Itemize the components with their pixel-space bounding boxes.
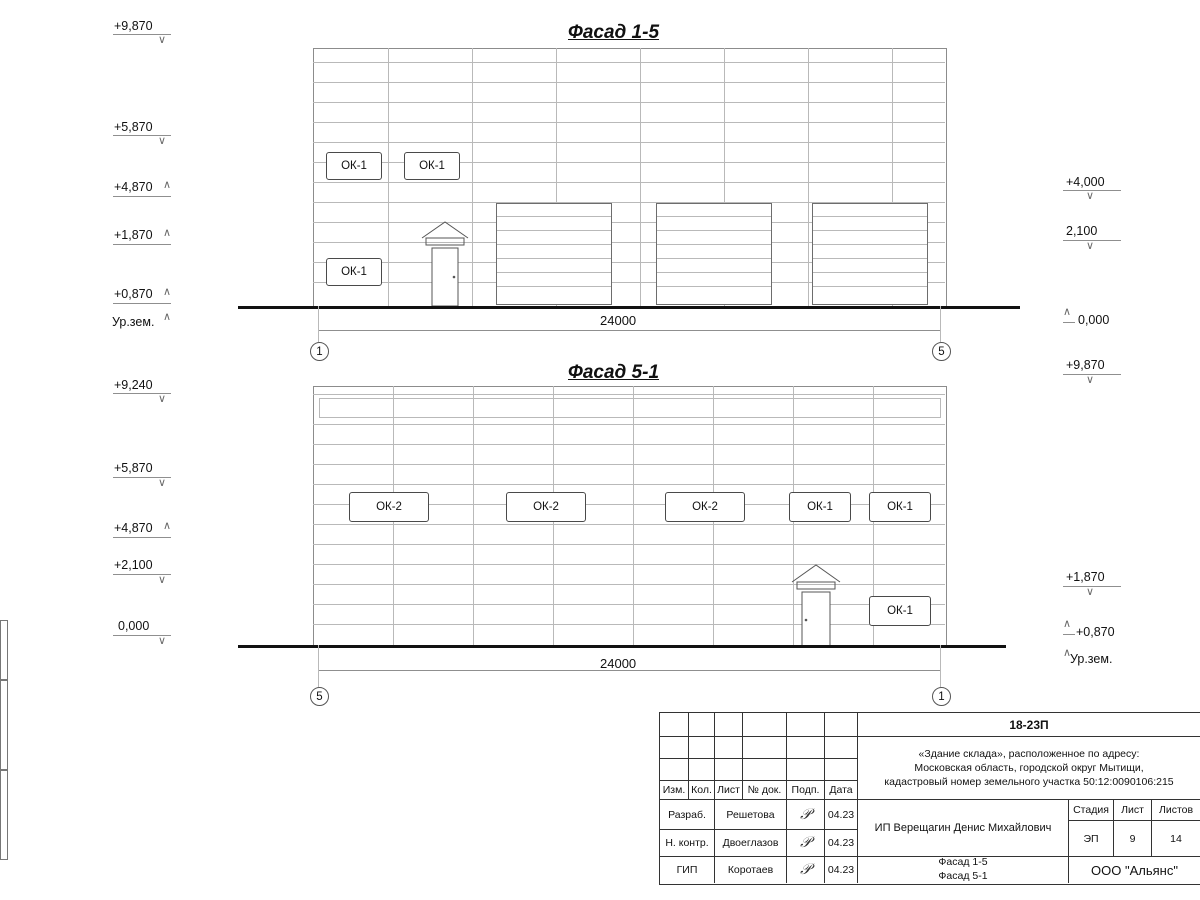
rev-cell [689,713,715,737]
rev-cell [715,713,743,737]
ground-line-top [238,306,1020,309]
level-bottom-right-3: +0,870 [1076,625,1115,639]
rev-cell [787,713,825,737]
object-line-3: кадастровый номер земельного участка 50:12:0090106:215 [884,776,1174,789]
level-bottom-left-3: +4,870 [114,521,153,535]
rev-header-izm: Изм. [660,781,689,800]
project-code: 18-23П [858,713,1200,737]
sheet-value: 9 [1114,821,1152,857]
axis-marker-bottom-left: 5 [310,687,329,706]
level-top-left-3: +4,870 [114,180,153,194]
window-top-1: ОК-1 [326,152,382,180]
window-bottom-2: ОК-2 [506,492,586,522]
window-top-3: ОК-1 [326,258,382,286]
facade-bottom-title: Фасад 5-1 [568,362,660,383]
rev-cell [743,759,787,781]
name-nkontr: Двоеглазов [715,830,787,857]
gate-2 [656,203,772,305]
rev-cell [743,713,787,737]
level-top-left-6: Ур.зем. [112,315,155,329]
window-top-2: ОК-1 [404,152,460,180]
level-bottom-left-4: +2,100 [114,558,153,572]
entrance-canopy-top [418,220,472,306]
level-bottom-left-2: +5,870 [114,461,153,475]
sheet-frame-left [0,620,8,900]
rev-header-podp: Подп. [787,781,825,800]
rev-cell [787,759,825,781]
level-top-right-3: 0,000 [1078,313,1110,327]
gate-1 [496,203,612,305]
rev-cell [825,713,858,737]
date-nkontr: 04.23 [825,830,858,857]
rev-cell [660,713,689,737]
customer-name: ИП Верещагин Денис Михайлович [858,800,1069,857]
axis-marker-bottom-right: 1 [932,687,951,706]
rev-cell [787,737,825,759]
title-block [659,712,1200,885]
level-bottom-left-1: +9,240 [114,378,153,392]
date-gip: 04.23 [825,857,858,883]
level-top-left-1: +9,870 [114,19,153,33]
level-top-left-2: +5,870 [114,120,153,134]
rev-header-doc: № док. [743,781,787,800]
rev-cell [689,737,715,759]
sheets-header: Листов [1152,800,1200,821]
rev-cell [715,737,743,759]
window-bottom-1: ОК-2 [349,492,429,522]
drawing-sheet: Фасад 1-5 ОК-1 ОК-1 ОК-1 24000 1 5 +9,870 ∨ +5,870 ∨ +4,870 ∧ +1,870 ∧ +0,870 ∧ Ур.зем. ∧ +4,000 ∨ 2,100 ∨ 0,000 ∧ Фасад 5-1 ОК-2 ОК-2 ОК-2 ОК-1 ОК-1 ОК-1 24000 5 1 +9,240 ∨ +5,870 ∨ +4,870 ∧ +2,100 ∨ 0,000 ∨ +9,870 ∨ +1,870 ∨ +0,870 ∧ Ур.зем. ∧ Изм. Кол. Лист № док. Подп. Дата Разраб. Решетова 𝒫 04.23 Н. контр. Двоеглазов 𝒫 04.23 ГИП Коротаев 𝒫 04.23 18-23П «Здание склада», расположенное по адресу: Московская область, городской округ Мытищи, кадастровый номер земельного участка 50:12:0090106:215 ИП Верещагин Денис Михайлович Стадия Лист Листов ЭП 9 14 Фасад 1-5 Фасад 5-1 ООО "Альянс" [0,0,1200,900]
level-bottom-right-1: +9,870 [1066,358,1105,372]
signature-nkontr: 𝒫 [787,830,825,857]
level-top-right-1: +4,000 [1066,175,1105,189]
level-bottom-right-2: +1,870 [1066,570,1105,584]
level-bottom-left-5: 0,000 [118,619,150,633]
window-bottom-5: ОК-1 [869,492,931,522]
signature-razrab: 𝒫 [787,800,825,830]
entrance-canopy-bottom [788,562,844,646]
gate-3 [812,203,928,305]
level-top-left-4: +1,870 [114,228,153,242]
rev-cell [825,737,858,759]
company-name: ООО "Альянс" [1091,862,1178,878]
axis-marker-top-right: 5 [932,342,951,361]
sheet-name-line-1: Фасад 1-5 [938,856,988,869]
role-nkontr: Н. контр. [660,830,715,857]
dim-top-overall: 24000 [600,313,637,328]
rev-cell [743,737,787,759]
window-bottom-6: ОК-1 [869,596,931,626]
role-gip: ГИП [660,857,715,883]
window-bottom-4: ОК-1 [789,492,851,522]
window-bottom-3: ОК-2 [665,492,745,522]
rev-cell [689,759,715,781]
level-bottom-right-4: Ур.зем. [1070,652,1113,666]
level-top-right-2: 2,100 [1066,224,1098,238]
signature-gip: 𝒫 [787,857,825,883]
date-razrab: 04.23 [825,800,858,830]
object-line-1: «Здание склада», расположенное по адресу: [918,747,1140,760]
rev-cell [660,759,689,781]
stage-value: ЭП [1069,821,1114,857]
rev-header-data: Дата [825,781,858,800]
rev-cell [715,759,743,781]
object-description [858,737,1200,800]
facade-top-title: Фасад 1-5 [568,22,660,43]
rev-cell [825,759,858,781]
sheet-header: Лист [1114,800,1152,821]
object-line-2: Московская область, городской округ Мытищи, [914,761,1144,774]
sheet-name [858,857,1069,883]
axis-marker-top-left: 1 [310,342,329,361]
role-razrab: Разраб. [660,800,715,830]
sheets-value: 14 [1152,821,1200,857]
level-top-left-5: +0,870 [114,287,153,301]
stage-header: Стадия [1069,800,1114,821]
rev-cell [660,737,689,759]
rev-header-kol: Кол. [689,781,715,800]
name-razrab: Решетова [715,800,787,830]
rev-header-list: Лист [715,781,743,800]
name-gip: Коротаев [715,857,787,883]
ground-line-bottom [238,645,1006,648]
sheet-name-line-2: Фасад 5-1 [938,870,988,882]
dim-bottom-overall: 24000 [600,656,637,671]
